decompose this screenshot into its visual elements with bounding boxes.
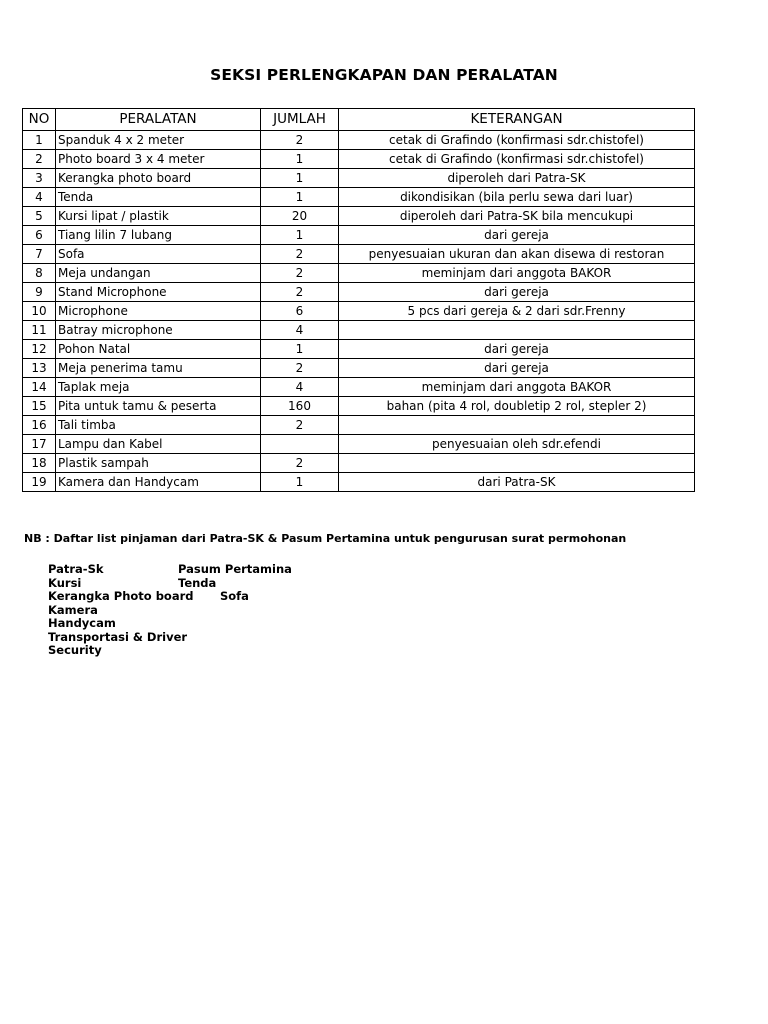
cell-item: Batray microphone — [56, 321, 261, 340]
cell-qty: 1 — [261, 150, 339, 169]
cell-qty: 20 — [261, 207, 339, 226]
cell-note: dari gereja — [339, 340, 695, 359]
cell-no: 8 — [23, 264, 56, 283]
cell-qty: 2 — [261, 454, 339, 473]
table-row — [23, 302, 695, 321]
header-no: NO — [23, 109, 56, 131]
cell-no: 1 — [23, 131, 56, 150]
table-row — [23, 435, 695, 454]
patra-item: Transportasi & Driver — [48, 629, 188, 644]
cell-no: 19 — [23, 473, 56, 492]
cell-note: cetak di Grafindo (konfirmasi sdr.chistofel) — [339, 150, 695, 169]
cell-qty: 1 — [261, 340, 339, 359]
table-row — [23, 283, 695, 302]
patra-items — [48, 577, 194, 658]
cell-no: 18 — [23, 454, 56, 473]
cell-note: diperoleh dari Patra-SK — [339, 169, 695, 188]
table-header-row — [23, 109, 695, 131]
cell-item: Lampu dan Kabel — [56, 435, 261, 454]
cell-qty: 2 — [261, 416, 339, 435]
cell-qty: 2 — [261, 131, 339, 150]
cell-item: Pita untuk tamu & peserta — [56, 397, 261, 416]
cell-qty: 6 — [261, 302, 339, 321]
table-row — [23, 245, 695, 264]
cell-no: 16 — [23, 416, 56, 435]
cell-item: Kamera dan Handycam — [56, 473, 261, 492]
cell-note: bahan (pita 4 rol, doubletip 2 rol, stepler 2) — [339, 397, 695, 416]
cell-item: Photo board 3 x 4 meter — [56, 150, 261, 169]
table-body — [23, 131, 695, 492]
table-row — [23, 169, 695, 188]
cell-qty: 1 — [261, 226, 339, 245]
table-row — [23, 131, 695, 150]
cell-item: Tenda — [56, 188, 261, 207]
cell-note: dikondisikan (bila perlu sewa dari luar) — [339, 188, 695, 207]
patra-item: Handycam — [48, 616, 116, 630]
table-row — [23, 454, 695, 473]
patra-item: Kamera — [48, 602, 98, 617]
cell-item: Kerangka photo board — [56, 169, 261, 188]
cell-item: Tiang lilin 7 lubang — [56, 226, 261, 245]
cell-no: 15 — [23, 397, 56, 416]
pasum-list — [178, 563, 292, 604]
cell-qty: 1 — [261, 169, 339, 188]
cell-no: 14 — [23, 378, 56, 397]
cell-note: dari gereja — [339, 226, 695, 245]
table-row — [23, 473, 695, 492]
cell-note: dari gereja — [339, 359, 695, 378]
cell-note: diperoleh dari Patra-SK bila mencukupi — [339, 207, 695, 226]
cell-note — [339, 454, 695, 473]
cell-item: Microphone — [56, 302, 261, 321]
pasum-heading: Pasum Pertamina — [178, 562, 292, 576]
cell-no: 5 — [23, 207, 56, 226]
header-keterangan: KETERANGAN — [339, 109, 695, 131]
cell-item: Taplak meja — [56, 378, 261, 397]
cell-item: Plastik sampah — [56, 454, 261, 473]
cell-qty: 4 — [261, 378, 339, 397]
cell-qty: 1 — [261, 473, 339, 492]
cell-qty: 160 — [261, 397, 339, 416]
cell-qty: 2 — [261, 245, 339, 264]
cell-no: 2 — [23, 150, 56, 169]
header-peralatan: PERALATAN — [56, 109, 261, 131]
cell-note: penyesuaian oleh sdr.efendi — [339, 435, 695, 454]
table-row — [23, 321, 695, 340]
table-row — [23, 397, 695, 416]
table-row — [23, 264, 695, 283]
cell-item: Meja undangan — [56, 264, 261, 283]
cell-note: meminjam dari anggota BAKOR — [339, 378, 695, 397]
cell-no: 17 — [23, 435, 56, 454]
cell-note: cetak di Grafindo (konfirmasi sdr.chistofel) — [339, 131, 695, 150]
cell-qty: 2 — [261, 359, 339, 378]
cell-qty: 4 — [261, 321, 339, 340]
cell-note — [339, 416, 695, 435]
cell-item: Sofa — [56, 245, 261, 264]
table-row — [23, 416, 695, 435]
cell-no: 10 — [23, 302, 56, 321]
table-row — [23, 226, 695, 245]
table-row — [23, 207, 695, 226]
page-title: SEKSI PERLENGKAPAN DAN PERALATAN — [210, 66, 558, 84]
pasum-item-sofa: Sofa — [220, 589, 249, 603]
patra-item: Kerangka Photo board — [48, 589, 194, 603]
table-row — [23, 188, 695, 207]
equipment-table — [22, 108, 695, 492]
cell-qty: 1 — [261, 188, 339, 207]
table-row — [23, 150, 695, 169]
cell-note: dari gereja — [339, 283, 695, 302]
cell-item: Tali timba — [56, 416, 261, 435]
patra-list — [48, 563, 194, 658]
patra-item: Security — [48, 643, 102, 657]
header-jumlah: JUMLAH — [261, 109, 339, 131]
cell-no: 4 — [23, 188, 56, 207]
cell-item: Spanduk 4 x 2 meter — [56, 131, 261, 150]
cell-no: 12 — [23, 340, 56, 359]
cell-item: Meja penerima tamu — [56, 359, 261, 378]
cell-qty: 2 — [261, 283, 339, 302]
cell-no: 13 — [23, 359, 56, 378]
cell-no: 7 — [23, 245, 56, 264]
table-row — [23, 378, 695, 397]
patra-item: Kursi — [48, 575, 82, 590]
cell-no: 9 — [23, 283, 56, 302]
cell-note — [339, 321, 695, 340]
nb-note: NB : Daftar list pinjaman dari Patra-SK & Pasum Pertamina untuk pengurusan surat permohonan — [24, 532, 627, 545]
pasum-item-tenda: Tenda — [178, 575, 217, 590]
cell-qty: 2 — [261, 264, 339, 283]
cell-item: Stand Microphone — [56, 283, 261, 302]
table-row — [23, 340, 695, 359]
cell-note: meminjam dari anggota BAKOR — [339, 264, 695, 283]
cell-no: 11 — [23, 321, 56, 340]
cell-item: Kursi lipat / plastik — [56, 207, 261, 226]
cell-note: penyesuaian ukuran dan akan disewa di restoran — [339, 245, 695, 264]
patra-heading: Patra-Sk — [48, 562, 104, 576]
cell-no: 6 — [23, 226, 56, 245]
cell-note: dari Patra-SK — [339, 473, 695, 492]
cell-item: Pohon Natal — [56, 340, 261, 359]
cell-qty — [261, 435, 339, 454]
table-row — [23, 359, 695, 378]
cell-note: 5 pcs dari gereja & 2 dari sdr.Frenny — [339, 302, 695, 321]
cell-no: 3 — [23, 169, 56, 188]
